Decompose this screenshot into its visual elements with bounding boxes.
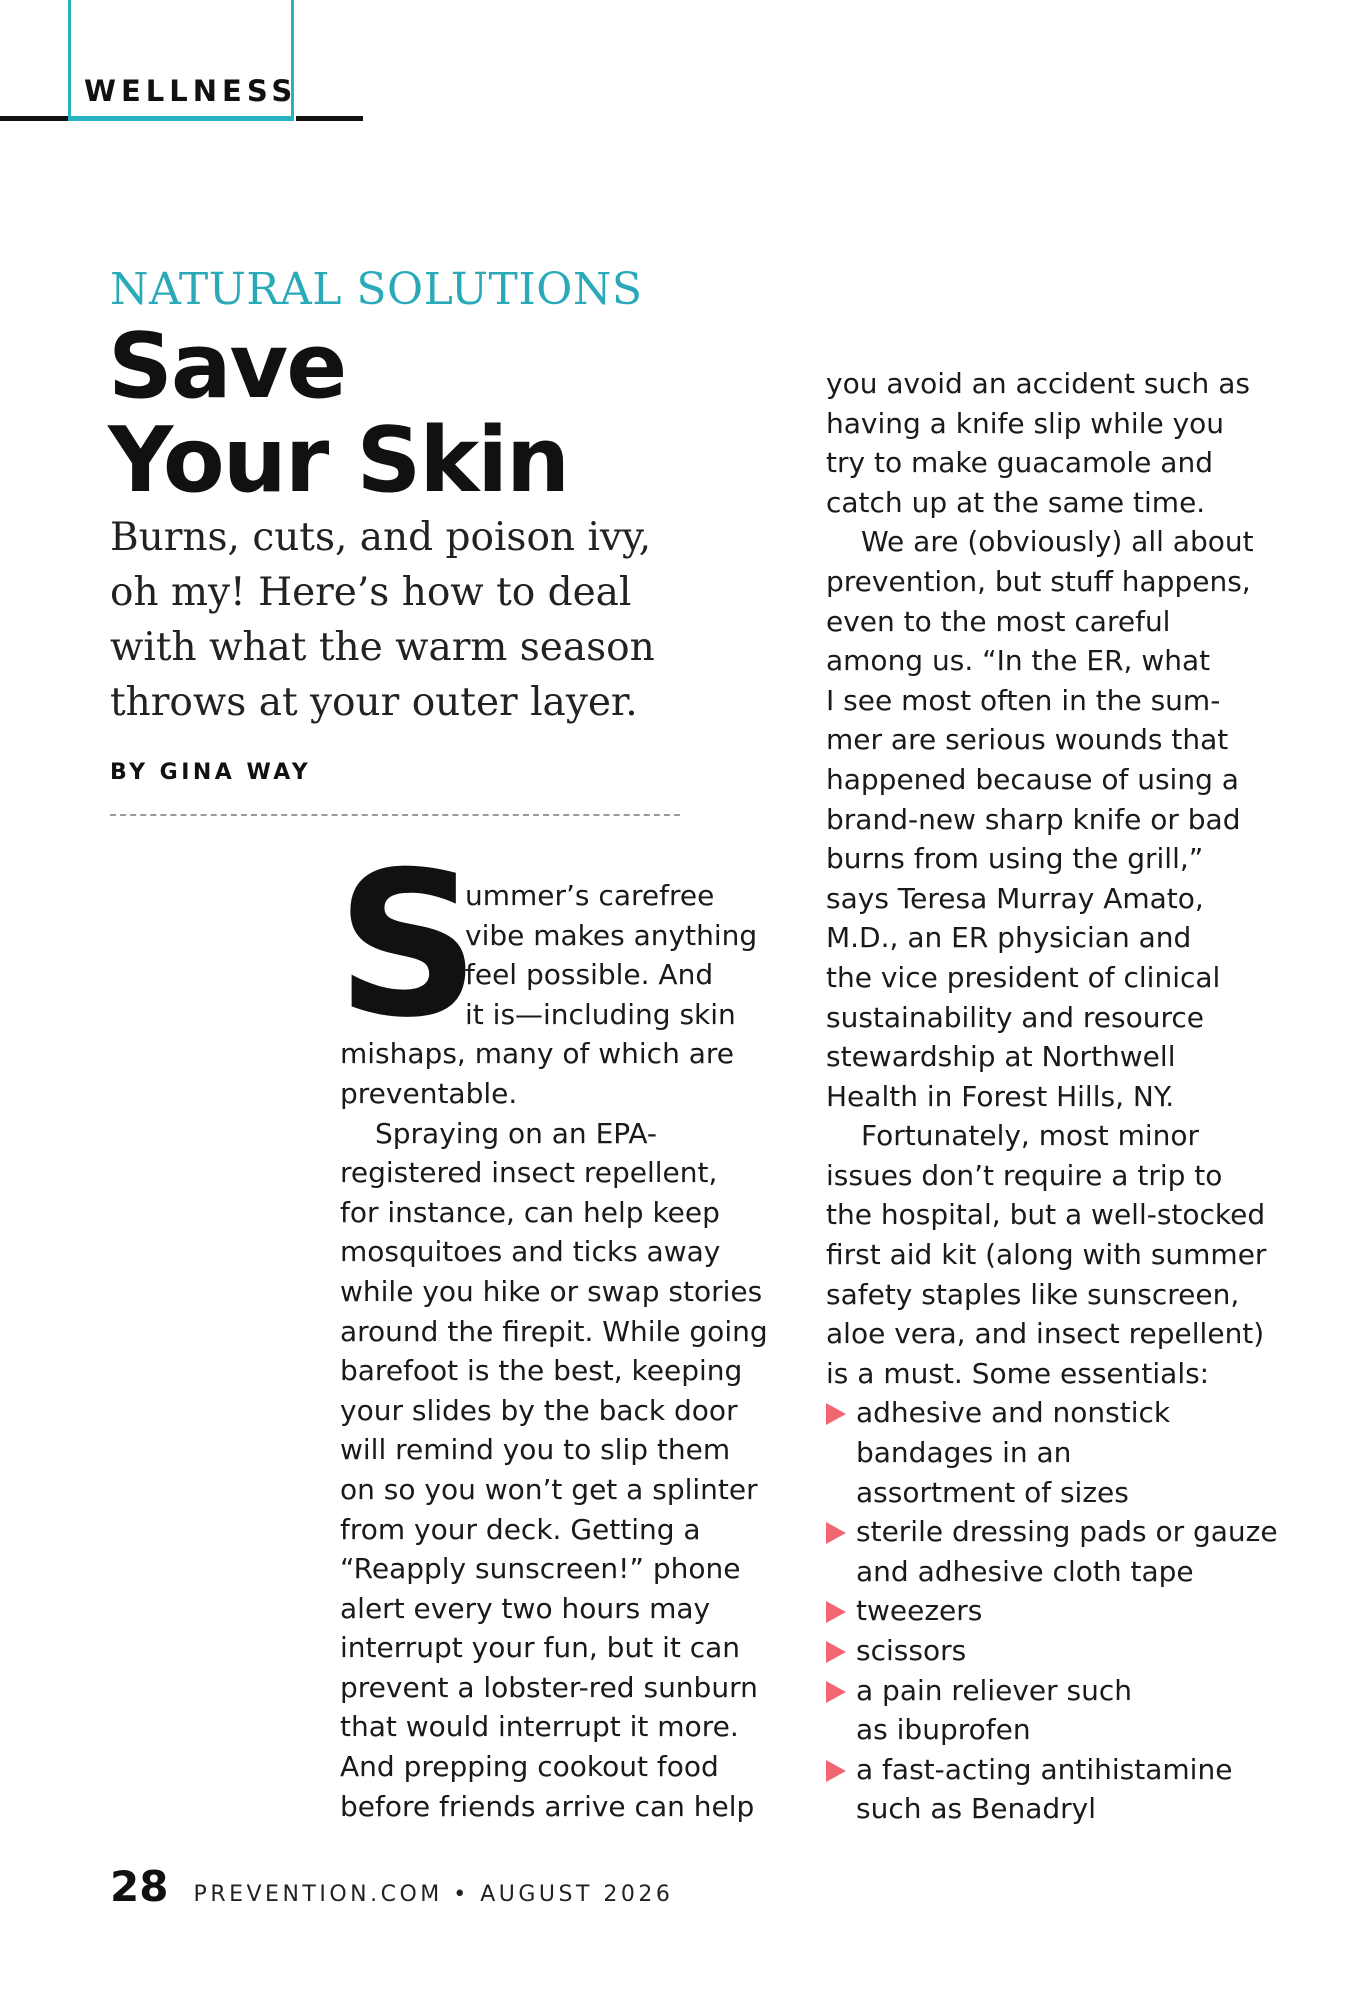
triangle-bullet-icon (826, 1681, 846, 1703)
body-text-line: Health in Forest Hills, NY. (826, 1079, 1175, 1113)
body-text-line: safety staples like sunscreen, (826, 1277, 1240, 1311)
body-text-line: vibe makes anything (465, 918, 758, 952)
body-text-line: mer are serious wounds that (826, 723, 1229, 757)
body-text-line: on so you won’t get a splinter (340, 1472, 758, 1506)
body-text-line: that would interrupt it more. (340, 1710, 739, 1744)
drop-cap: S (336, 829, 481, 1062)
body-text-line: burns from using the grill,” (826, 842, 1204, 876)
essentials-list-line (826, 1393, 1296, 1433)
dek-line: throws at your outer layer. (110, 680, 638, 725)
body-text-line: Spraying on an EPA- (375, 1116, 657, 1150)
essentials-list-line (826, 1473, 1296, 1513)
body-text-line: around the firepit. While going (340, 1314, 768, 1348)
essentials-list-line (826, 1671, 1296, 1711)
essentials-list-line (826, 1750, 1296, 1790)
body-text-line: among us. “In the ER, what (826, 644, 1211, 678)
dek-line: Burns, cuts, and poison ivy, (110, 515, 652, 560)
essentials-item-text: tweezers (856, 1594, 983, 1628)
essentials-item-text: and adhesive cloth tape (856, 1554, 1194, 1588)
essentials-item-text: bandages in an (856, 1436, 1072, 1470)
body-text-line: And prepping cookout food (340, 1750, 719, 1784)
body-text-line: barefoot is the best, keeping (340, 1354, 743, 1388)
body-text-line: having a knife slip while you (826, 406, 1225, 440)
essentials-item-text: assortment of sizes (856, 1475, 1129, 1509)
essentials-item-text: scissors (856, 1634, 967, 1667)
headline-line: Your Skin (108, 408, 569, 513)
article-dek (110, 510, 710, 730)
header-rule-left (0, 116, 68, 121)
body-text-line: alert every two hours may (340, 1591, 711, 1625)
body-text-line: your slides by the back door (340, 1393, 738, 1427)
body-text-line: from your deck. Getting a (340, 1512, 701, 1546)
triangle-bullet-icon (826, 1403, 846, 1425)
body-text-line: aloe vera, and insect repellent) (826, 1317, 1265, 1351)
triangle-bullet-icon (826, 1601, 846, 1623)
body-text-line: for instance, can help keep (340, 1195, 720, 1229)
triangle-bullet-icon (826, 1641, 846, 1663)
body-text-line: issues don’t require a trip to (826, 1158, 1223, 1192)
body-text-line: prevention, but stuff happens, (826, 564, 1251, 598)
body-column-right (826, 364, 1296, 1829)
essentials-item-text: a fast-acting antihistamine (856, 1752, 1233, 1786)
body-text-line: Fortunately, most minor (861, 1119, 1200, 1153)
body-text-line: mosquitoes and ticks away (340, 1235, 721, 1269)
body-text-line: sustainability and resource (826, 1000, 1204, 1034)
header-rule-right (296, 116, 363, 121)
body-text-line: first aid kit (along with summer (826, 1238, 1267, 1272)
body-text-line: the hospital, but a well-stocked (826, 1198, 1266, 1232)
body-text-line: M.D., an ER physician and (826, 921, 1192, 955)
essentials-list-line (826, 1631, 1296, 1671)
body-text-line: try to make guacamole and (826, 446, 1213, 480)
body-text-line: before friends arrive can help (340, 1789, 755, 1823)
essentials-item-text: as ibuprofen (856, 1713, 1031, 1747)
body-text-line: feel possible. And (465, 958, 714, 992)
article-kicker: NATURAL SOLUTIONS (110, 264, 643, 315)
essentials-item-text: adhesive and nonstick (856, 1396, 1171, 1430)
body-text-line: prevent a lobster-red sunburn (340, 1670, 758, 1704)
page-number: 28 (110, 1862, 169, 1911)
body-text-line: catch up at the same time. (826, 485, 1206, 519)
body-text-line: you avoid an accident such as (826, 367, 1250, 400)
body-text-line: ummer’s carefree (465, 879, 715, 912)
essentials-list-line (826, 1512, 1296, 1552)
essentials-item-text: such as Benadryl (856, 1792, 1096, 1826)
body-text-line: brand-new sharp knife or bad (826, 802, 1241, 836)
body-text-line: registered insect repellent, (340, 1156, 718, 1190)
article-headline (108, 314, 569, 513)
body-text-line: We are (obviously) all about (861, 525, 1254, 559)
byline: BY GINA WAY (110, 760, 312, 785)
body-text-line: I see most often in the sum- (826, 683, 1221, 717)
body-text-line: the vice president of clinical (826, 960, 1221, 994)
essentials-list-line (826, 1552, 1296, 1592)
body-text-line: it is—including skin (465, 997, 736, 1031)
byline-divider (110, 814, 680, 816)
body-text-line: preventable. (340, 1076, 518, 1110)
body-text-line: will remind you to slip them (340, 1433, 731, 1467)
essentials-item-text: sterile dressing pads or gauze (856, 1515, 1278, 1549)
essentials-list-line (826, 1710, 1296, 1750)
section-label: WELLNESS (84, 74, 298, 108)
triangle-bullet-icon (826, 1760, 846, 1782)
body-text-line: even to the most careful (826, 604, 1171, 638)
body-column-left (340, 876, 800, 1826)
essentials-list-line (826, 1591, 1296, 1631)
body-text-line: happened because of using a (826, 762, 1239, 796)
essentials-list-line (826, 1789, 1296, 1829)
triangle-bullet-icon (826, 1522, 846, 1544)
body-text-line: while you hike or swap stories (340, 1274, 763, 1308)
body-text-line: stewardship at Northwell (826, 1040, 1176, 1074)
essentials-item-text: a pain reliever such (856, 1673, 1133, 1707)
body-text-line: interrupt your fun, but it can (340, 1631, 741, 1665)
page-footer (110, 1862, 673, 1911)
body-text-line: says Teresa Murray Amato, (826, 881, 1204, 915)
dek-line: with what the warm season (110, 625, 655, 670)
body-text-line: is a must. Some essentials: (826, 1356, 1210, 1390)
footer-publication: PREVENTION.COM • AUGUST 2026 (193, 1882, 674, 1907)
body-text-line: mishaps, many of which are (340, 1037, 734, 1071)
dek-line: oh my! Here’s how to deal (110, 570, 632, 615)
essentials-list-line (826, 1433, 1296, 1473)
body-text-line: “Reapply sunscreen!” phone (340, 1552, 741, 1586)
headline-line: Save (108, 314, 346, 419)
